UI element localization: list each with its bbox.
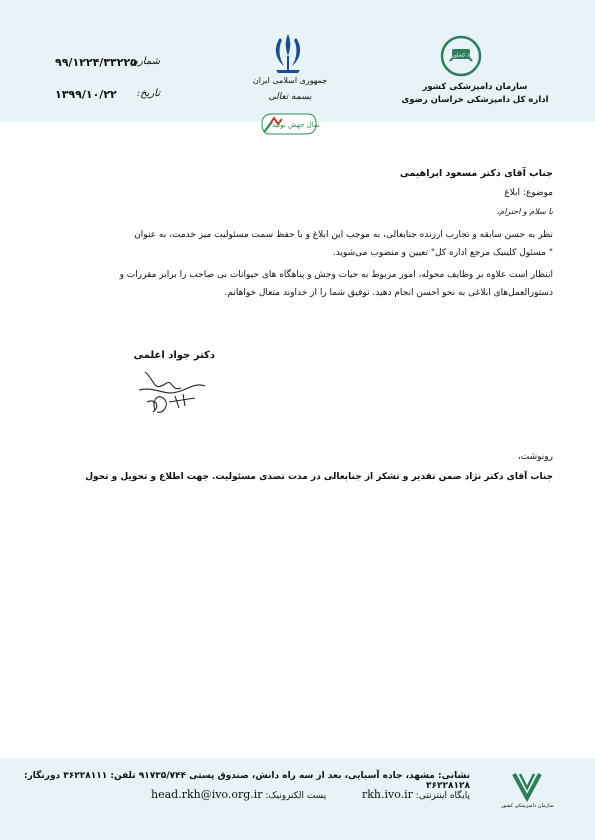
recipient: جناب آقای دکتر مسعود ابراهیمی xyxy=(399,168,553,179)
jihad-keshavarzi-logo-icon xyxy=(440,35,482,77)
letter-number xyxy=(55,56,160,74)
ivo-logo-icon xyxy=(510,768,544,802)
org-name-line1: سازمان دامپزشکی کشور xyxy=(422,82,528,92)
year-badge-text: سال جهش تولید xyxy=(272,121,320,129)
number-value: ۹۹/۱۲۲۴/۳۳۲۲۵ xyxy=(55,56,137,69)
copy-line: جناب آقای دکتر نژاد ضمن تقدیر و تشکر از جنابعالی در مدت تصدی مسئولیت. جهت اطلاع و تحویل و تحول xyxy=(85,472,553,482)
paragraph-1-line-1: نظر به حسن سابقه و تجارب ارزنده جنابعالی، به موجب این ابلاغ و با حفظ سمت مسئولیت میز خدمت، به عنوان xyxy=(134,230,553,240)
iran-emblem-icon xyxy=(268,30,308,76)
year-slogan-badge xyxy=(258,110,320,138)
handwritten-signature xyxy=(125,362,215,422)
republic-text: جمهوری اسلامی ایران xyxy=(252,76,328,85)
org-logo-text: جهاد کشاورزی xyxy=(445,52,477,59)
website-label: پایگاه اینترنتی: xyxy=(415,791,470,801)
footer-address: نشانی: مشهد، جاده آسیایی، بعد از سه راه دانش، صندوق پستی ۹۱۷۳۵/۷۴۴ تلفن: ۳۶۲۲۸۱۱۱ دورنگار: ۳۶۲۲۸۱۲۸ xyxy=(23,771,470,791)
email-label: پست الکترونیک: xyxy=(265,791,327,801)
paragraph-2-line-2: دستورالعمل‌های ابلاغی به نحو احسن انجام دهید. توفیق شما را از خداوند متعال خواهانم. xyxy=(224,288,553,298)
copy-label: رونوشت، xyxy=(517,452,553,462)
signatory-name: دکتر جواد اعلمی xyxy=(133,350,215,361)
website-link[interactable]: rkh.ivo.ir xyxy=(361,788,413,801)
paragraph-2-line-1: انتظار است علاوه بر وظایف محوله، امور مربوط به حیات وحش و پناهگاه های حیوانات بی صاحب را برابر مقررات و xyxy=(119,270,553,280)
number-label: شماره: xyxy=(129,56,160,67)
date-label: تاریخ: xyxy=(136,88,160,99)
footer-website-row xyxy=(151,788,470,801)
greeting: با سلام و احترام، xyxy=(496,207,553,216)
paragraph-1-line-2: " مسئول کلینیک مرجع اداره کل" تعیین و منصوب می‌شوید. xyxy=(332,248,553,258)
subject-line: موضوع: ابلاغ xyxy=(504,188,553,198)
letter-date xyxy=(55,88,160,106)
org-name-line2: اداره کل دامپزشکی خراسان رضوی xyxy=(401,95,549,105)
date-value: ۱۳۹۹/۱۰/۲۲ xyxy=(55,88,117,101)
footer-org-name: سازمان دامپزشکی کشور xyxy=(501,803,554,809)
bismillah: بسمه تعالی xyxy=(268,92,312,102)
email-link[interactable]: head.rkh@ivo.org.ir xyxy=(151,788,263,801)
